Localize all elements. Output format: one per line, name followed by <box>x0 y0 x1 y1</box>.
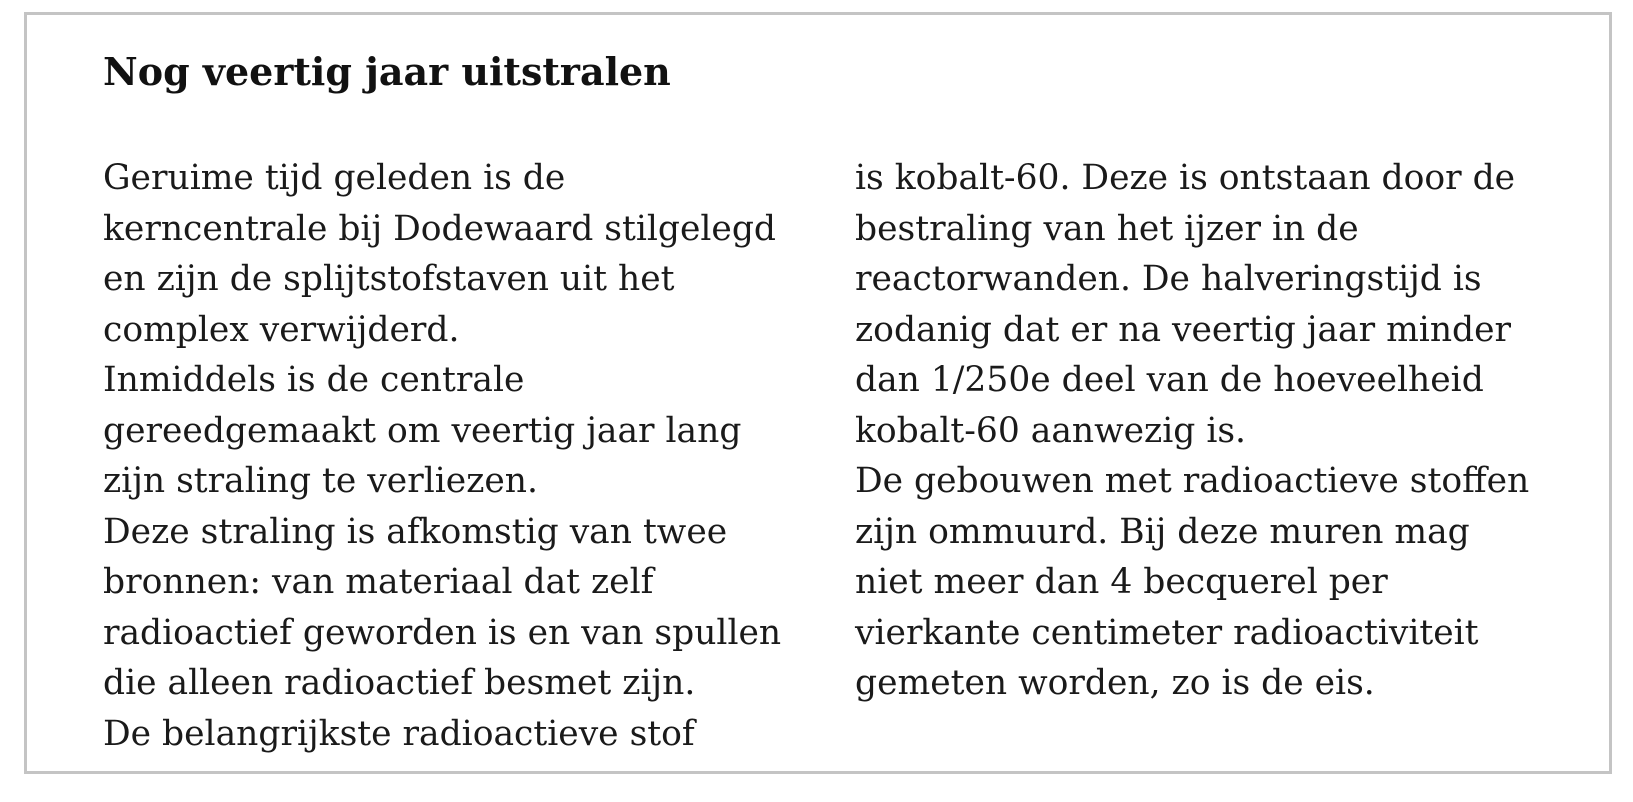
text-line: is kobalt-60. Deze is ontstaan door de <box>855 158 1516 198</box>
text-line: dan 1/250e deel van de hoeveelheid <box>855 360 1484 400</box>
text-line: zodanig dat er na veertig jaar minder <box>855 309 1512 350</box>
text-line: vierkante centimeter radioactiviteit <box>855 612 1479 653</box>
text-line: zijn ommuurd. Bij deze muren mag <box>855 511 1470 552</box>
text-line: kobalt-60 aanwezig is. <box>855 410 1247 451</box>
text-line: die alleen radioactief besmet zijn. <box>103 663 696 703</box>
text-line: De gebouwen met radioactieve stoffen <box>855 461 1530 501</box>
text-line: niet meer dan 4 becquerel per <box>855 562 1388 602</box>
text-line: complex verwijderd. <box>103 309 460 350</box>
text-line: radioactief geworden is en van spullen <box>103 612 782 653</box>
text-line: gemeten worden, zo is de eis. <box>855 663 1375 703</box>
article-title: Nog veertig jaar uitstralen <box>103 49 671 94</box>
text-line: De belangrijkste radioactieve stof <box>103 713 695 754</box>
text-line: bestraling van het ijzer in de <box>855 208 1359 249</box>
article-column-right <box>855 153 1529 709</box>
text-line: zijn straling te verliezen. <box>103 461 538 501</box>
article-column-left <box>103 153 781 759</box>
text-line: reactorwanden. De halveringstijd is <box>855 259 1482 299</box>
text-line: bronnen: van materiaal dat zelf <box>103 562 654 602</box>
text-line: Deze straling is afkomstig van twee <box>103 511 728 552</box>
text-line: Inmiddels is de centrale <box>103 360 525 400</box>
text-line: gereedgemaakt om veertig jaar lang <box>103 410 742 451</box>
text-line: en zijn de splijtstofstaven uit het <box>103 259 675 299</box>
text-line: kerncentrale bij Dodewaard stilgelegd <box>103 208 777 249</box>
text-line: Geruime tijd geleden is de <box>103 158 566 198</box>
